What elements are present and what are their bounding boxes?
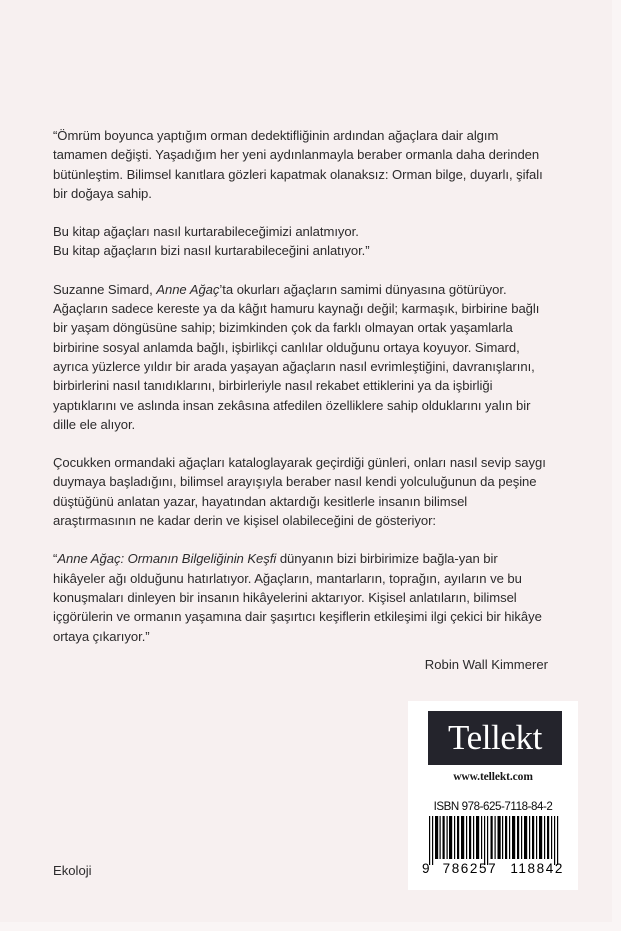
author-biography-paragraph: Çocukken ormandaki ağaçları kataloglayarak geçirdiği günleri, onları nasıl sevip saygı duymaya başladığını, bilimsel arayışıyla beraber nasıl kendi yolculuğunun da peşine düştüğünü anlatan yazar, hayatından aktardığı kesitlerle insanın bilimsel araştırmasının ne kadar derin ve kişisel olabileceğini de gösteriyor: <box>53 455 546 529</box>
publisher-barcode-panel <box>408 701 578 890</box>
page-edge-right <box>612 0 621 931</box>
endorsement-opening-quote-mark: “ <box>53 551 58 567</box>
book-title-italic: Anne Ağaç <box>156 281 220 297</box>
publisher-website: www.tellekt.com <box>453 771 533 783</box>
page-edge-bottom <box>0 922 621 931</box>
isbn-number: ISBN 978-625-7118-84-2 <box>433 800 553 813</box>
author-quote-paragraph-2 <box>53 222 548 261</box>
endorsement-body-text: dünyanın bizi birbirimize bağla-yan bir hikâyeler ağı olduğunu hatırlatıyor. Ağaçların, mantarların, toprağın, ayıların ve bu konuşmaları dinleyen bir insanın hikâyelerini aktarıyor. Kişisel anlatıların, bilimsel içgörülerin ve ormanın yaşamına dair şaşırtıcı keşiflerin etkileşimi ilgi çekici bir hikâye ortaya çıkarıyor.” <box>53 551 542 644</box>
summary-text-rest: ’ta okurları ağaçların samimi dünyasına götürüyor. Ağaçların sadece kereste ya da kâğıt hamuru kaynağı değil; karmaşık, birbirine bağlı bir yaşam döngüsüne sahip; bizimkinden çok da farklı olmayan ortak yaşamlarla birbirine sosyal anlamda bağlı, işbirlikçi canlılar olduğunu ortaya koyuyor. Simard, ayrıca yüzlerce yıldır bir arada yaşayan ağaçların nasıl evrimleştiğini, davranışlarını, birbirlerini nasıl tanıdıklarını, birbirleriyle nasıl rekabet ettiklerini ya da işbirliği yaptıklarını ve aslında insan zekâsına atfedilen özelliklere sahip olduklarını yalın bir dille ele alıyor. <box>53 281 540 432</box>
book-summary-paragraph <box>53 280 548 434</box>
author-quote-paragraph-1: “Ömrüm boyunca yaptığım orman dedektifliğinin ardından ağaçlara dair algım tamamen değişti. Yaşadığım her yeni aydınlanmayla beraber ormanla daha derinden bütünleştim. Bilimsel kanıtlara gözleri kapatmak olanaksız: Orman bilge, duyarlı, şifalı bir doğaya sahip. <box>53 128 543 201</box>
summary-text-lead: Suzanne Simard, <box>53 281 157 297</box>
book-category-label: Ekoloji <box>53 863 92 878</box>
endorsement-book-title-italic: Anne Ağaç: Ormanın Bilgeliğinin Keşfi <box>57 551 277 567</box>
barcode-digit-group-1: 786257 <box>442 861 498 876</box>
endorsement-attribution: Robin Wall Kimmerer <box>424 657 548 672</box>
endorsement-paragraph <box>53 549 548 645</box>
publisher-logo-text: Tellekt <box>448 718 542 757</box>
ean13-barcode-icon <box>428 816 560 865</box>
author-quote-line-1: Bu kitap ağaçları nasıl kurtarabileceğimizi anlatmıyor. <box>53 224 359 240</box>
barcode-digits <box>422 861 564 876</box>
publisher-logo-box <box>428 711 562 765</box>
barcode-digit-left: 9 <box>422 861 430 876</box>
back-cover-text-block <box>53 126 548 665</box>
author-quote-line-2: Bu kitap ağaçların bizi nasıl kurtarabileceğini anlatıyor.” <box>53 243 370 259</box>
barcode-digit-group-2: 118842 <box>510 861 564 876</box>
